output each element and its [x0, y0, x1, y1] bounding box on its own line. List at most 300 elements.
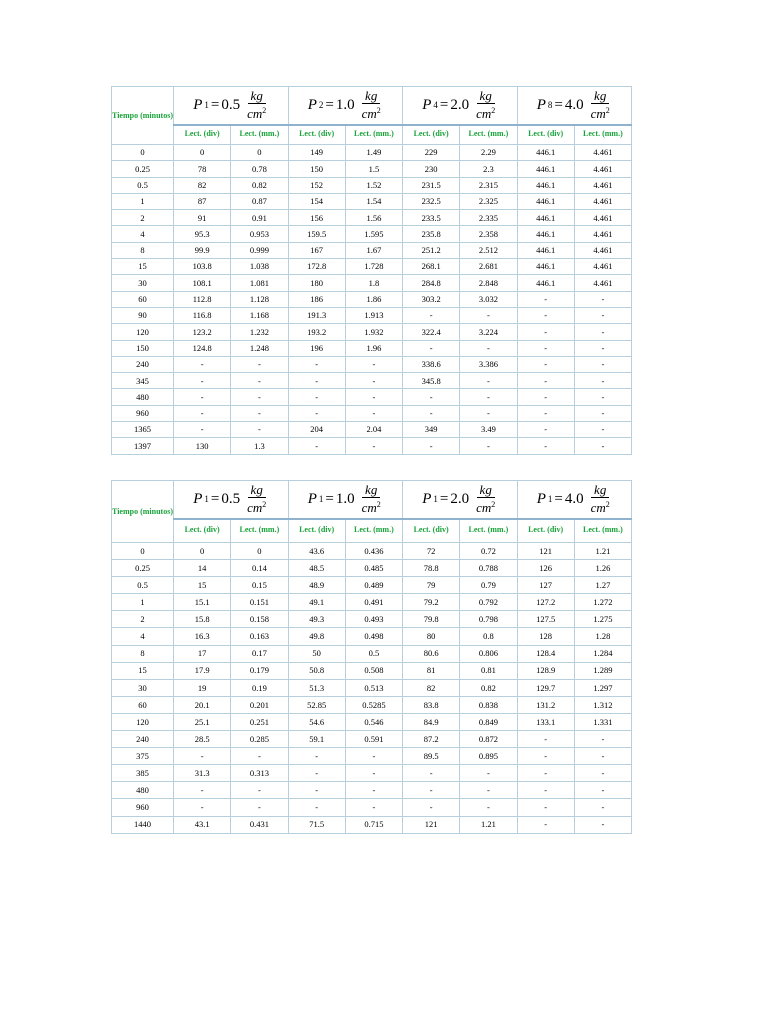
lect-subheader: Lect. (mm.): [460, 519, 517, 543]
reading-cell: -: [231, 356, 288, 372]
table-row: [112, 324, 632, 340]
reading-cell: 149: [288, 145, 345, 161]
reading-cell: -: [574, 731, 631, 748]
pressure-value: 4.0: [564, 490, 584, 507]
reading-cell: 43.6: [288, 543, 345, 560]
table-row: [112, 748, 632, 765]
pressure-value: 1.0: [335, 96, 355, 113]
reading-cell: 0.798: [460, 611, 517, 628]
reading-cell: 133.1: [517, 713, 574, 730]
reading-cell: -: [517, 389, 574, 405]
reading-cell: 2.512: [460, 242, 517, 258]
reading-cell: -: [517, 324, 574, 340]
reading-cell: 1.932: [345, 324, 402, 340]
reading-cell: 0.158: [231, 611, 288, 628]
reading-cell: 0: [231, 145, 288, 161]
reading-cell: 0.849: [460, 713, 517, 730]
reading-cell: 0.79: [460, 577, 517, 594]
reading-cell: 49.1: [288, 594, 345, 611]
reading-cell: -: [517, 799, 574, 816]
table-row: [112, 291, 632, 307]
consolidation-table-1: [111, 86, 632, 455]
reading-cell: -: [574, 389, 631, 405]
pressure-value: 2.0: [450, 490, 470, 507]
reading-cell: -: [460, 373, 517, 389]
reading-cell: 0.431: [231, 816, 288, 833]
reading-cell: 1.27: [574, 577, 631, 594]
reading-cell: 2.29: [460, 145, 517, 161]
reading-cell: 232.5: [403, 193, 460, 209]
reading-cell: 131.2: [517, 696, 574, 713]
pressure-symbol: P: [536, 490, 546, 507]
table-row: [112, 765, 632, 782]
reading-cell: 1.8: [345, 275, 402, 291]
table-row: [112, 210, 632, 226]
reading-cell: 1.232: [231, 324, 288, 340]
pressure-subscript: 4: [433, 99, 438, 110]
reading-cell: 0.19: [231, 679, 288, 696]
reading-cell: 0.895: [460, 748, 517, 765]
reading-cell: 0.436: [345, 543, 402, 560]
pressure-header: [288, 481, 403, 519]
reading-cell: 127.5: [517, 611, 574, 628]
reading-cell: -: [517, 373, 574, 389]
reading-cell: 1.272: [574, 594, 631, 611]
reading-cell: 80: [403, 628, 460, 645]
reading-cell: -: [460, 765, 517, 782]
unit-denominator: cm: [476, 106, 492, 122]
time-cell: 0: [112, 145, 174, 161]
reading-cell: -: [403, 405, 460, 421]
reading-cell: 4.461: [574, 161, 631, 177]
unit-numerator: kg: [362, 89, 380, 104]
reading-cell: -: [231, 799, 288, 816]
reading-cell: 3.386: [460, 356, 517, 372]
table-row: [112, 696, 632, 713]
lect-subheader: Lect. (div): [288, 519, 345, 543]
unit-denominator: cm: [476, 500, 492, 516]
unit-fraction: [360, 89, 383, 121]
reading-cell: 123.2: [174, 324, 231, 340]
reading-cell: 446.1: [517, 177, 574, 193]
header-row: [112, 481, 632, 519]
reading-cell: -: [288, 405, 345, 421]
reading-cell: -: [288, 799, 345, 816]
time-cell: 240: [112, 731, 174, 748]
reading-cell: 167: [288, 242, 345, 258]
lect-subheader: Lect. (mm.): [345, 519, 402, 543]
reading-cell: 1.86: [345, 291, 402, 307]
pressure-formula: [537, 483, 612, 515]
reading-cell: 31.3: [174, 765, 231, 782]
time-cell: 15: [112, 662, 174, 679]
reading-cell: 128: [517, 628, 574, 645]
reading-cell: 0: [174, 543, 231, 560]
table-row: [112, 242, 632, 258]
reading-cell: 0: [231, 543, 288, 560]
pressure-formula: [308, 483, 383, 515]
reading-cell: 1.21: [460, 816, 517, 833]
reading-cell: 128.9: [517, 662, 574, 679]
lect-subheader: Lect. (mm.): [574, 519, 631, 543]
table-row: [112, 161, 632, 177]
reading-cell: 0.151: [231, 594, 288, 611]
reading-cell: 322.4: [403, 324, 460, 340]
table-row: [112, 799, 632, 816]
reading-cell: -: [288, 373, 345, 389]
reading-cell: 89.5: [403, 748, 460, 765]
reading-cell: -: [574, 373, 631, 389]
time-cell: 4: [112, 226, 174, 242]
table-row: [112, 422, 632, 438]
pressure-formula: [193, 483, 268, 515]
reading-cell: -: [174, 389, 231, 405]
reading-cell: 78: [174, 161, 231, 177]
reading-cell: 0.87: [231, 193, 288, 209]
reading-cell: 180: [288, 275, 345, 291]
time-cell: 960: [112, 405, 174, 421]
table-row: [112, 577, 632, 594]
time-cell: 0: [112, 543, 174, 560]
unit-exponent: 2: [491, 500, 496, 510]
time-cell: 30: [112, 679, 174, 696]
reading-cell: -: [460, 438, 517, 454]
lect-subheader: Lect. (div): [403, 519, 460, 543]
reading-cell: 4.461: [574, 210, 631, 226]
reading-cell: 80.6: [403, 645, 460, 662]
reading-cell: -: [574, 438, 631, 454]
reading-cell: -: [574, 340, 631, 356]
reading-cell: -: [574, 356, 631, 372]
reading-cell: 25.1: [174, 713, 231, 730]
table-row: [112, 782, 632, 799]
table-row: [112, 594, 632, 611]
pressure-header: [517, 87, 632, 125]
unit-exponent: 2: [491, 106, 496, 116]
time-cell: 2: [112, 210, 174, 226]
reading-cell: 204: [288, 422, 345, 438]
reading-cell: 0.81: [460, 662, 517, 679]
reading-cell: 150: [288, 161, 345, 177]
reading-cell: 4.461: [574, 259, 631, 275]
reading-cell: -: [174, 799, 231, 816]
reading-cell: -: [174, 422, 231, 438]
unit-denominator-wrap: [474, 498, 497, 515]
reading-cell: -: [288, 356, 345, 372]
reading-cell: -: [517, 765, 574, 782]
reading-cell: 82: [403, 679, 460, 696]
reading-cell: 1.289: [574, 662, 631, 679]
time-cell: 30: [112, 275, 174, 291]
reading-cell: 49.8: [288, 628, 345, 645]
reading-cell: 338.6: [403, 356, 460, 372]
reading-cell: 446.1: [517, 193, 574, 209]
reading-cell: 0.15: [231, 577, 288, 594]
reading-cell: -: [288, 748, 345, 765]
reading-cell: 1.21: [574, 543, 631, 560]
reading-cell: -: [460, 799, 517, 816]
unit-denominator-wrap: [360, 498, 383, 515]
table-row: [112, 816, 632, 833]
reading-cell: 0.251: [231, 713, 288, 730]
pressure-subscript: 1: [204, 99, 209, 110]
table-row: [112, 543, 632, 560]
reading-cell: -: [403, 765, 460, 782]
time-cell: 1440: [112, 816, 174, 833]
unit-denominator: cm: [361, 500, 377, 516]
reading-cell: 19: [174, 679, 231, 696]
reading-cell: 3.032: [460, 291, 517, 307]
table-row: [112, 177, 632, 193]
time-cell: 2: [112, 611, 174, 628]
time-cell: 240: [112, 356, 174, 372]
time-cell: 120: [112, 324, 174, 340]
reading-cell: -: [403, 307, 460, 323]
reading-cell: 2.315: [460, 177, 517, 193]
pressure-symbol: P: [536, 96, 546, 113]
reading-cell: -: [517, 307, 574, 323]
reading-cell: -: [174, 782, 231, 799]
equals-sign: =: [554, 490, 563, 507]
reading-cell: 54.6: [288, 713, 345, 730]
reading-cell: 159.5: [288, 226, 345, 242]
reading-cell: 15.1: [174, 594, 231, 611]
reading-cell: -: [574, 405, 631, 421]
pressure-subscript: 1: [318, 493, 324, 504]
pressure-symbol: P: [307, 490, 317, 507]
unit-numerator: kg: [477, 483, 495, 498]
time-cell: 60: [112, 696, 174, 713]
subheader-row: [112, 125, 632, 145]
reading-cell: 0.498: [345, 628, 402, 645]
unit-fraction: [474, 89, 497, 121]
reading-cell: -: [517, 340, 574, 356]
equals-sign: =: [554, 96, 563, 113]
reading-cell: -: [231, 748, 288, 765]
reading-cell: 112.8: [174, 291, 231, 307]
table-row: [112, 193, 632, 209]
reading-cell: 129.7: [517, 679, 574, 696]
lect-subheader: Lect. (div): [174, 125, 231, 145]
reading-cell: 345.8: [403, 373, 460, 389]
reading-cell: 446.1: [517, 210, 574, 226]
reading-cell: 1.913: [345, 307, 402, 323]
reading-cell: 71.5: [288, 816, 345, 833]
subheader-row: [112, 519, 632, 543]
reading-cell: -: [403, 389, 460, 405]
tiempo-header: Tiempo (minutos): [112, 87, 174, 145]
reading-cell: -: [403, 438, 460, 454]
table-row: [112, 340, 632, 356]
reading-cell: 91: [174, 210, 231, 226]
reading-cell: -: [345, 405, 402, 421]
reading-cell: 251.2: [403, 242, 460, 258]
reading-cell: 193.2: [288, 324, 345, 340]
reading-cell: 1.728: [345, 259, 402, 275]
reading-cell: 1.284: [574, 645, 631, 662]
table-row: [112, 611, 632, 628]
unit-fraction: [474, 483, 497, 515]
unit-denominator: cm: [590, 500, 606, 516]
reading-cell: -: [174, 748, 231, 765]
pressure-header: [288, 87, 403, 125]
reading-cell: 0.999: [231, 242, 288, 258]
time-cell: 480: [112, 389, 174, 405]
reading-cell: -: [231, 422, 288, 438]
unit-exponent: 2: [605, 106, 610, 116]
unit-denominator-wrap: [360, 104, 383, 121]
reading-cell: 0.489: [345, 577, 402, 594]
pressure-subscript: 1: [547, 493, 553, 504]
reading-cell: 1.26: [574, 560, 631, 577]
unit-fraction: [589, 483, 612, 515]
unit-numerator: kg: [591, 89, 609, 104]
lect-subheader: Lect. (mm.): [231, 125, 288, 145]
unit-denominator: cm: [247, 500, 263, 516]
reading-cell: 0.14: [231, 560, 288, 577]
table-row: [112, 373, 632, 389]
unit-denominator: cm: [361, 106, 377, 122]
reading-cell: 15: [174, 577, 231, 594]
pressure-symbol: P: [193, 96, 203, 113]
table-row: [112, 560, 632, 577]
pressure-subscript: 8: [547, 99, 553, 110]
lect-subheader: Lect. (div): [288, 125, 345, 145]
reading-cell: -: [403, 782, 460, 799]
reading-cell: -: [345, 356, 402, 372]
reading-cell: -: [288, 765, 345, 782]
reading-cell: -: [174, 405, 231, 421]
reading-cell: 4.461: [574, 242, 631, 258]
reading-cell: 50.8: [288, 662, 345, 679]
reading-cell: 3.224: [460, 324, 517, 340]
reading-cell: 230: [403, 161, 460, 177]
reading-cell: 28.5: [174, 731, 231, 748]
pressure-value: 0.5: [221, 490, 241, 507]
reading-cell: 1.275: [574, 611, 631, 628]
reading-cell: 229: [403, 145, 460, 161]
unit-denominator-wrap: [245, 104, 268, 121]
reading-cell: 191.3: [288, 307, 345, 323]
reading-cell: 1.3: [231, 438, 288, 454]
reading-cell: 0.91: [231, 210, 288, 226]
lect-subheader: Lect. (div): [403, 125, 460, 145]
reading-cell: 446.1: [517, 242, 574, 258]
reading-cell: 0.491: [345, 594, 402, 611]
unit-fraction: [245, 89, 268, 121]
pressure-symbol: P: [193, 490, 203, 507]
time-cell: 345: [112, 373, 174, 389]
reading-cell: -: [403, 799, 460, 816]
unit-denominator-wrap: [589, 498, 612, 515]
pressure-subscript: 2: [318, 99, 324, 110]
unit-numerator: kg: [477, 89, 495, 104]
reading-cell: 126: [517, 560, 574, 577]
reading-cell: 303.2: [403, 291, 460, 307]
reading-cell: -: [517, 748, 574, 765]
reading-cell: -: [517, 816, 574, 833]
lect-subheader: Lect. (mm.): [460, 125, 517, 145]
time-cell: 385: [112, 765, 174, 782]
unit-exponent: 2: [376, 500, 381, 510]
table-row: [112, 145, 632, 161]
table-row: [112, 628, 632, 645]
reading-cell: 95.3: [174, 226, 231, 242]
unit-denominator-wrap: [245, 498, 268, 515]
reading-cell: 4.461: [574, 275, 631, 291]
pressure-subscript: 1: [433, 493, 438, 504]
reading-cell: 51.3: [288, 679, 345, 696]
reading-cell: 4.461: [574, 226, 631, 242]
time-cell: 0.5: [112, 177, 174, 193]
pressure-formula: [422, 89, 497, 121]
unit-exponent: 2: [262, 106, 267, 116]
reading-cell: 48.9: [288, 577, 345, 594]
unit-exponent: 2: [262, 500, 267, 510]
reading-cell: -: [574, 765, 631, 782]
reading-cell: -: [517, 405, 574, 421]
unit-fraction: [360, 483, 383, 515]
reading-cell: -: [288, 389, 345, 405]
reading-cell: 1.038: [231, 259, 288, 275]
equals-sign: =: [439, 490, 449, 507]
pressure-value: 2.0: [450, 96, 470, 113]
pressure-header: [174, 481, 289, 519]
reading-cell: 79.8: [403, 611, 460, 628]
lect-subheader: Lect. (div): [517, 125, 574, 145]
reading-cell: 17.9: [174, 662, 231, 679]
reading-cell: 1.081: [231, 275, 288, 291]
reading-cell: 1.56: [345, 210, 402, 226]
pressure-symbol: P: [422, 96, 432, 113]
reading-cell: 52.85: [288, 696, 345, 713]
table-row: [112, 389, 632, 405]
equals-sign: =: [439, 96, 449, 113]
reading-cell: 0.591: [345, 731, 402, 748]
reading-cell: 43.1: [174, 816, 231, 833]
reading-cell: 15.8: [174, 611, 231, 628]
time-cell: 960: [112, 799, 174, 816]
unit-denominator: cm: [247, 106, 263, 122]
reading-cell: -: [231, 405, 288, 421]
reading-cell: 4.461: [574, 177, 631, 193]
consolidation-table-2: [111, 480, 632, 834]
table-row: [112, 713, 632, 730]
reading-cell: 49.3: [288, 611, 345, 628]
reading-cell: 116.8: [174, 307, 231, 323]
reading-cell: 108.1: [174, 275, 231, 291]
reading-cell: 78.8: [403, 560, 460, 577]
reading-cell: 20.1: [174, 696, 231, 713]
reading-cell: 1.52: [345, 177, 402, 193]
time-cell: 1397: [112, 438, 174, 454]
reading-cell: 0.8: [460, 628, 517, 645]
time-cell: 0.25: [112, 560, 174, 577]
lect-subheader: Lect. (mm.): [574, 125, 631, 145]
reading-cell: 1.5: [345, 161, 402, 177]
pressure-value: 0.5: [221, 96, 241, 113]
reading-cell: -: [288, 438, 345, 454]
reading-cell: 284.8: [403, 275, 460, 291]
time-cell: 0.25: [112, 161, 174, 177]
table-row: [112, 405, 632, 421]
unit-numerator: kg: [248, 483, 266, 498]
reading-cell: -: [345, 438, 402, 454]
time-cell: 90: [112, 307, 174, 323]
table-row: [112, 662, 632, 679]
unit-numerator: kg: [248, 89, 266, 104]
reading-cell: 152: [288, 177, 345, 193]
